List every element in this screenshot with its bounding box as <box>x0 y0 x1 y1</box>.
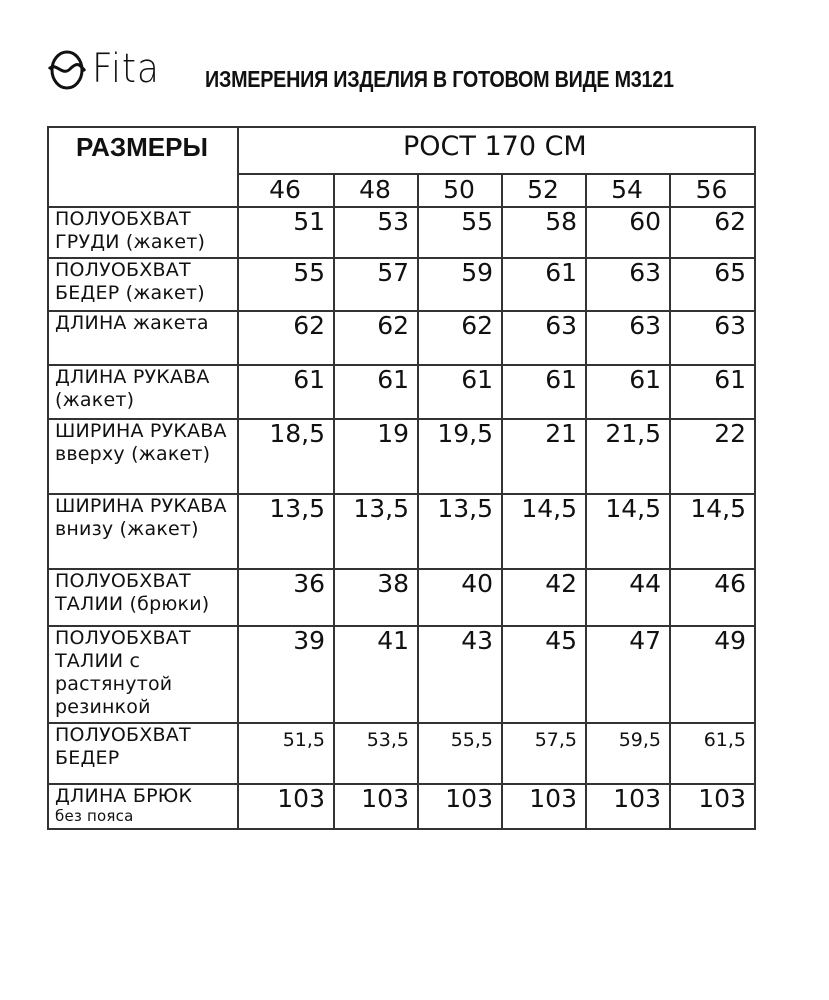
table-cell: 22 <box>714 419 746 448</box>
table-cell: 19,5 <box>437 419 493 448</box>
table-cell: 63 <box>629 311 661 340</box>
table-cell: 51 <box>293 207 325 236</box>
table-cell: 62 <box>293 311 325 340</box>
table-cell: 18,5 <box>269 419 325 448</box>
row-label-text: ПОЛУОБХВАТ ТАЛИИ с растянутой резинкой <box>55 627 191 718</box>
table-cell: 44 <box>629 569 661 598</box>
size-header-56: 56 <box>695 175 728 204</box>
row-label <box>47 364 237 418</box>
table-cell: 36 <box>293 569 325 598</box>
table-cell: 62 <box>377 311 409 340</box>
row-label-text: ДЛИНА жакета <box>55 312 209 334</box>
row-label-text: ШИРИНА РУКАВА вверху (жакет) <box>55 420 227 465</box>
row-label <box>47 493 237 568</box>
table-cell: 103 <box>277 784 325 813</box>
table-cell: 38 <box>377 569 409 598</box>
table-cell: 61 <box>293 365 325 394</box>
row-label-text: ПОЛУОБХВАТ БЕДЕР (жакет) <box>55 259 205 304</box>
table-cell: 19 <box>377 419 409 448</box>
table-cell: 55 <box>461 207 493 236</box>
table-cell: 58 <box>545 207 577 236</box>
table-cell: 13,5 <box>269 494 325 523</box>
table-cell: 63 <box>629 258 661 287</box>
table-cell: 41 <box>377 626 409 655</box>
page-title: ИЗМЕРЕНИЯ ИЗДЕЛИЯ В ГОТОВОМ ВИДЕ М3121 <box>205 66 674 92</box>
row-label-text: ДЛИНА БРЮК <box>55 785 193 807</box>
table-cell: 63 <box>714 311 746 340</box>
size-header-54: 54 <box>611 175 643 204</box>
table-cell: 14,5 <box>521 494 577 523</box>
table-cell: 49 <box>714 626 746 655</box>
table-cell: 14,5 <box>690 494 746 523</box>
table-cell: 21,5 <box>605 419 661 448</box>
table-cell: 103 <box>361 784 409 813</box>
table-cell: 39 <box>293 626 325 655</box>
size-header-48: 48 <box>359 175 391 204</box>
table-cell: 62 <box>461 311 493 340</box>
size-header-52: 52 <box>527 175 559 204</box>
sizes-header: РАЗМЕРЫ <box>76 132 208 162</box>
size-header-50: 50 <box>443 175 475 204</box>
row-label <box>47 568 237 625</box>
table-cell: 61 <box>461 365 493 394</box>
table-cell: 40 <box>461 569 493 598</box>
table-cell: 103 <box>445 784 493 813</box>
row-label <box>47 257 237 310</box>
table-cell: 21 <box>545 419 577 448</box>
table-cell: 59,5 <box>618 729 661 751</box>
table-cell: 14,5 <box>605 494 661 523</box>
table-cell: 51,5 <box>282 729 325 751</box>
row-divider <box>47 828 756 830</box>
row-label <box>47 625 237 722</box>
table-cell: 61 <box>629 365 661 394</box>
table-cell: 59 <box>461 258 493 287</box>
table-cell: 45 <box>545 626 577 655</box>
table-cell: 47 <box>629 626 661 655</box>
table-cell: 103 <box>698 784 746 813</box>
row-sublabel: без пояса <box>55 807 134 825</box>
table-cell: 61 <box>377 365 409 394</box>
table-cell: 57 <box>377 258 409 287</box>
row-label <box>47 206 237 257</box>
table-cell: 61 <box>545 258 577 287</box>
table-cell: 103 <box>613 784 661 813</box>
table-cell: 53 <box>377 207 409 236</box>
table-cell: 55 <box>293 258 325 287</box>
brand-name: Fita <box>92 46 160 92</box>
row-label-text: ПОЛУОБХВАТ БЕДЕР <box>55 724 191 769</box>
table-cell: 53,5 <box>366 729 409 751</box>
table-cell: 57,5 <box>534 729 577 751</box>
table-cell: 55,5 <box>450 729 493 751</box>
table-cell: 42 <box>545 569 577 598</box>
table-cell: 13,5 <box>437 494 493 523</box>
table-cell: 46 <box>714 569 746 598</box>
row-label-text: ПОЛУОБХВАТ ТАЛИИ (брюки) <box>55 570 210 615</box>
height-header: РОСТ 170 СМ <box>403 131 587 162</box>
table-cell: 65 <box>714 258 746 287</box>
row-label <box>47 418 237 493</box>
table-cell: 103 <box>529 784 577 813</box>
table-cell: 13,5 <box>353 494 409 523</box>
row-label <box>47 310 237 364</box>
table-cell: 61,5 <box>703 729 746 751</box>
table-cell: 62 <box>714 207 746 236</box>
table-cell: 61 <box>545 365 577 394</box>
row-label-text: ПОЛУОБХВАТ ГРУДИ (жакет) <box>55 208 206 253</box>
table-cell: 43 <box>461 626 493 655</box>
size-header-46: 46 <box>269 175 301 204</box>
table-border-right <box>754 126 756 828</box>
row-label-text: ДЛИНА РУКАВА (жакет) <box>55 366 210 411</box>
row-label-text: ШИРИНА РУКАВА внизу (жакет) <box>55 495 227 540</box>
row-label <box>47 783 237 828</box>
row-label <box>47 722 237 783</box>
table-cell: 61 <box>714 365 746 394</box>
table-cell: 60 <box>629 207 661 236</box>
table-cell: 63 <box>545 311 577 340</box>
